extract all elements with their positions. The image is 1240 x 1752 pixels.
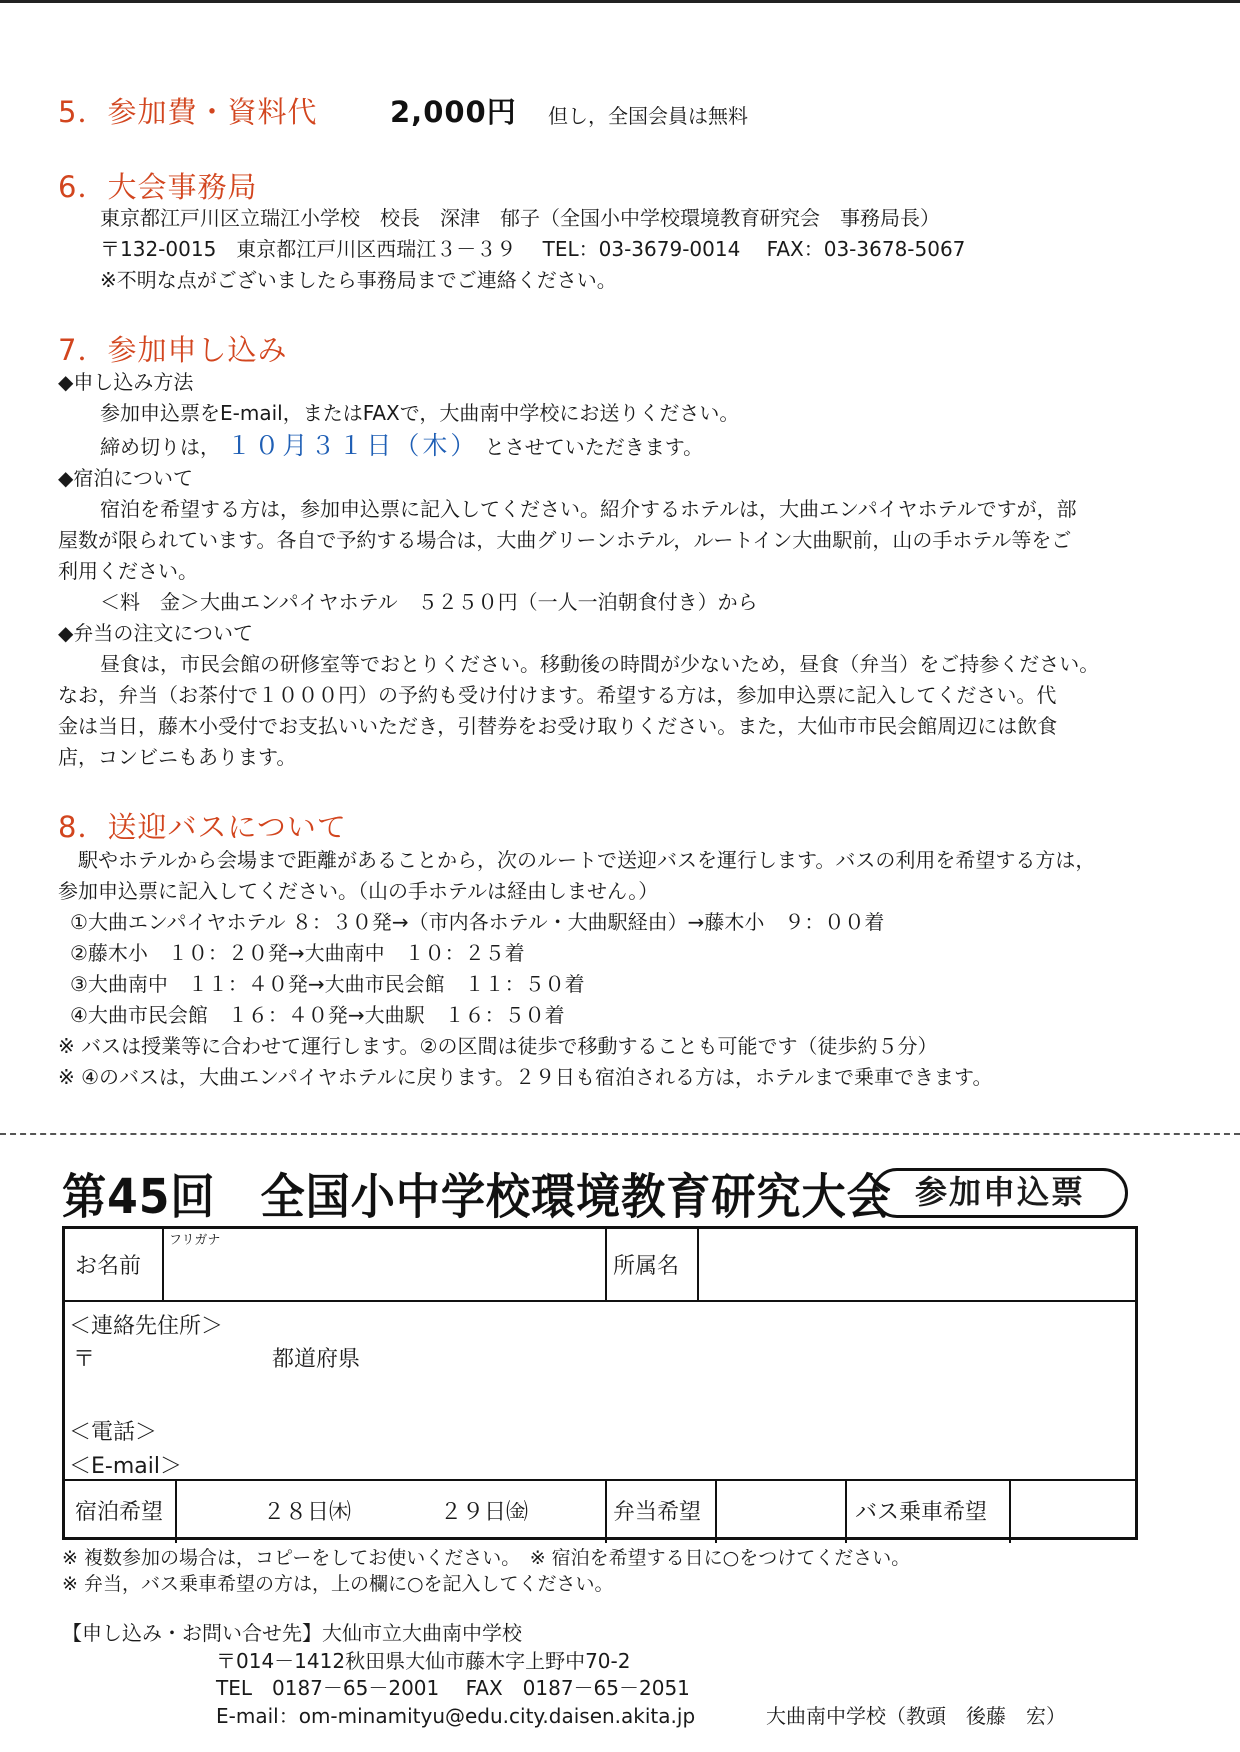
contact-person: 大曲南中学校（教頭 後藤 宏） [766, 1704, 1066, 1728]
contact-email: E-mail：om-minamityu@edu.city.daisen.akita.jp [216, 1704, 696, 1728]
postal-mark: 〒 [73, 1347, 96, 1372]
cut-line [0, 1133, 1240, 1135]
bus-intro: 駅やホテルから会場まで距離があることから，次のルートで送迎バスを運行します。バスの利用を希望する方は， [58, 848, 1096, 872]
lunch-title: ◆弁当の注文について [58, 621, 253, 645]
form-note: ※ 複数参加の場合は，コピーをしてお使いください。 ※ 宿泊を希望する日に○をつけてください。 [62, 1547, 911, 1569]
prefecture-label: 都道府県 [272, 1347, 361, 1372]
col-divider [605, 1479, 607, 1543]
lodging-line: 宿泊を希望する方は，参加申込票に記入してください。紹介するホテルは，大曲エンパイヤホテルですが，部 [80, 497, 1077, 521]
lunch-line: 金は当日，藤木小受付でお支払いいただき，引替券をお受け取りください。また，大仙市市民会館周辺には飲食 [58, 714, 1058, 738]
office-line: 東京都江戸川区立瑞江小学校 校長 深津 郁子（全国小中学校環境教育研究会 事務局長） [100, 206, 940, 230]
form-badge: 参加申込票 [872, 1168, 1128, 1218]
col-divider [845, 1479, 847, 1543]
fee-note: 但し，全国会員は無料 [548, 104, 748, 128]
bento-label: 弁当希望 [613, 1500, 702, 1525]
deadline-prefix: 締め切りは， [100, 435, 220, 459]
row-divider [65, 1479, 1135, 1481]
address-label: ＜連絡先住所＞ [69, 1314, 224, 1339]
col-divider [715, 1479, 717, 1543]
col-divider [162, 1229, 164, 1300]
contact-label: 【申し込み・お問い合せ先】大仙市立大曲南中学校 [62, 1621, 522, 1645]
office-line: ※不明な点がございましたら事務局までご連絡ください。 [100, 268, 617, 292]
lodging-line: 利用ください。 [58, 559, 198, 583]
method-title: ◆申し込み方法 [58, 370, 194, 394]
contact-telfax: TEL 0187－65－2001 FAX 0187－65－2051 [216, 1676, 690, 1700]
application-form [62, 1226, 1138, 1540]
contact-address: 〒014－1412秋田県大仙市藤木字上野中70-2 [216, 1649, 631, 1673]
deadline-suffix: とさせていただきます。 [484, 435, 704, 459]
office-line: 〒132-0015 東京都江戸川区西瑞江３－３９ TEL：03-3679-0014 FAX：03-3678-5067 [100, 237, 966, 261]
lodging-price: ＜料 金＞大曲エンパイヤホテル ５２５０円（一人一泊朝食付き）から [100, 590, 758, 614]
bus-route: ④大曲市民会館 １６：４０発→大曲駅 １６：５０着 [70, 1003, 565, 1027]
scan-top-edge [0, 0, 1240, 3]
name-label: お名前 [75, 1254, 142, 1279]
method-line: 参加申込票をE-mail，またはFAXで，大曲南中学校にお送りください。 [100, 401, 740, 425]
bus-route: ③大曲南中 １１：４０発→大曲市民会館 １１：５０着 [70, 972, 585, 996]
lodging-day-29[interactable]: ２９日㈮ [440, 1500, 529, 1525]
bus-note: ※ ④のバスは，大曲エンパイヤホテルに戻ります。２９日も宿泊される方は，ホテルまで乗車できます。 [58, 1065, 993, 1089]
section7-heading: 7．参加申し込み [58, 333, 288, 367]
phone-label: ＜電話＞ [69, 1420, 158, 1445]
bus-route: ②藤木小 １０：２０発→大曲南中 １０：２５着 [70, 941, 525, 965]
section5-heading: 5．参加費・資料代 [58, 95, 318, 129]
section6-heading: 6．大会事務局 [58, 170, 258, 204]
form-note: ※ 弁当，バス乗車希望の方は，上の欄に○を記入してください。 [62, 1573, 614, 1595]
lodging-day-28[interactable]: ２８日㈭ [263, 1500, 352, 1525]
bus-label: バス乗車希望 [855, 1500, 988, 1525]
col-divider [605, 1229, 607, 1300]
lunch-line: 店，コンビニもあります。 [58, 745, 297, 769]
lunch-line: なお，弁当（お茶付で１０００円）の予約も受け付けます。希望する方は，参加申込票に記入してください。代 [58, 683, 1057, 707]
lodging-title: ◆宿泊について [58, 466, 193, 490]
furigana-label: フリガナ [169, 1233, 221, 1248]
lodging-label: 宿泊希望 [75, 1500, 164, 1525]
row-divider [65, 1300, 1135, 1302]
lodging-line: 屋数が限られています。各自で予約する場合は，大曲グリーンホテル，ルートイン大曲駅前，山の手ホテル等をご [58, 528, 1072, 552]
col-divider [175, 1479, 177, 1543]
fee-amount: 2,000円 [390, 95, 517, 129]
bus-note: ※ バスは授業等に合わせて運行します。②の区間は徒歩で移動することも可能です（徒歩約５分） [58, 1034, 938, 1058]
affiliation-label: 所属名 [613, 1254, 680, 1279]
deadline-line [100, 431, 703, 462]
col-divider [1009, 1479, 1011, 1543]
bus-intro: 参加申込票に記入してください。（山の手ホテルは経由しません。） [58, 879, 659, 903]
deadline-date: １０月３１日（木） [226, 431, 479, 460]
lunch-line: 昼食は，市民会館の研修室等でおとりください。移動後の時間が少ないため，昼食（弁当）をご持参ください。 [80, 652, 1100, 676]
bus-route: ①大曲エンパイヤホテル ８：３０発→（市内各ホテル・大曲駅経由）→藤木小 ９：００着 [70, 910, 885, 934]
email-label: ＜E-mail＞ [69, 1454, 182, 1479]
col-divider [697, 1229, 699, 1300]
section8-heading: 8．送迎バスについて [58, 810, 347, 844]
form-title: 第45回 全国小中学校環境教育研究大会 [62, 1169, 892, 1225]
